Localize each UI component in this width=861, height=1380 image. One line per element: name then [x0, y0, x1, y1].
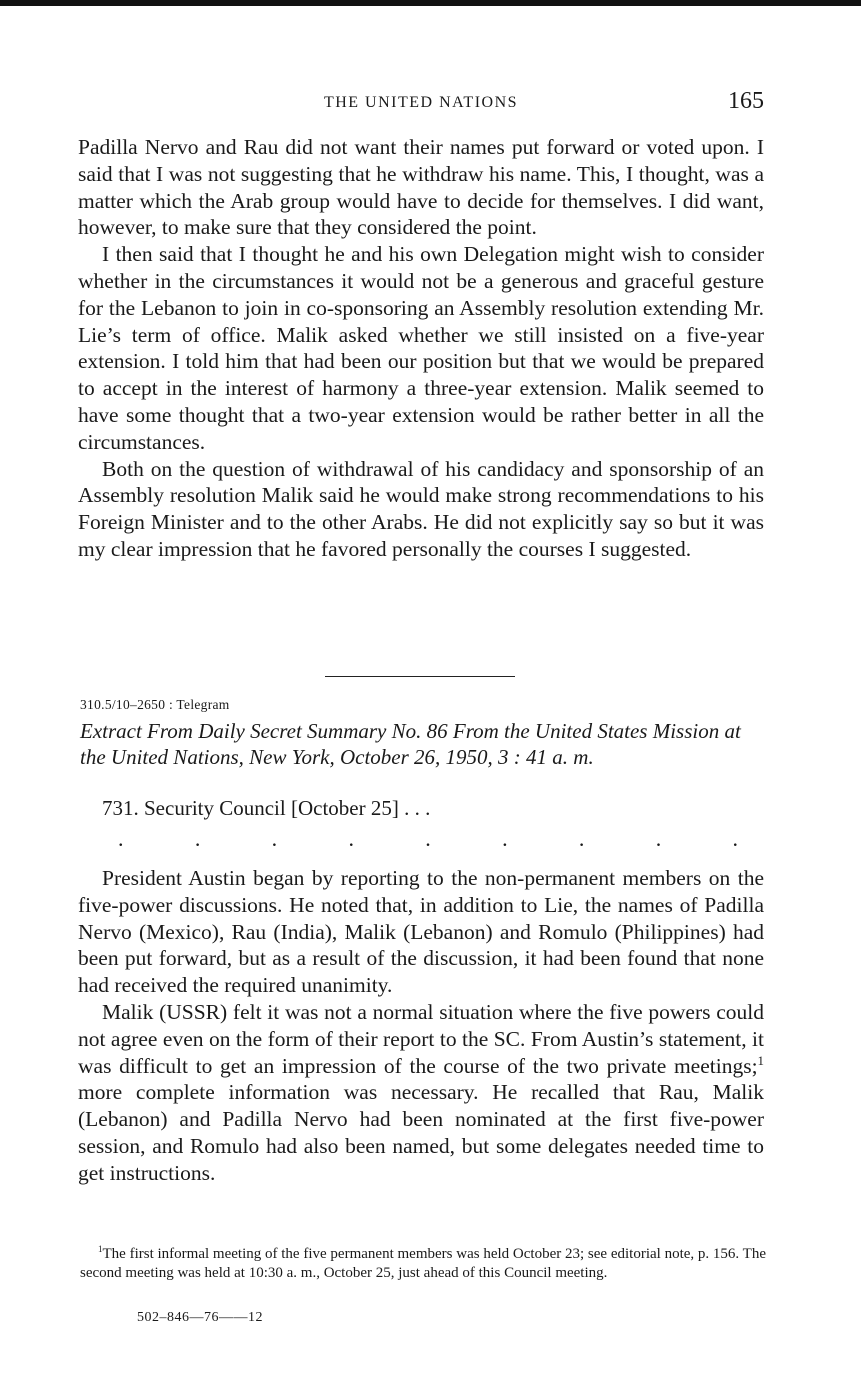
omission-dot: . — [502, 826, 508, 851]
running-head: THE UNITED NATIONS — [323, 94, 519, 111]
page-number: 165 — [728, 88, 764, 114]
page-header — [78, 88, 764, 118]
footnote-text: The first informal meeting of the five permanent members was held October 23; see editorial note, p. 156. The second meeting was held at 10:30 a. m., October 25, just ahead of this Council meeting. — [80, 1246, 766, 1281]
omission-dot: . — [271, 826, 278, 851]
print-code: 502–846—76——12 — [137, 1310, 263, 1325]
paragraph-text: Malik (USSR) felt it was not a normal situation where the five powers could not agree even on the form of their report to the SC. From Austin’s statement, it was difficult to get an impression of the course of the two private meetings; — [78, 999, 764, 1078]
footnote — [80, 1245, 766, 1282]
footnote-reference: 1 — [757, 1053, 764, 1068]
omission-dots — [118, 826, 738, 852]
paragraph: Padilla Nervo and Rau did not want their names put forward or voted upon. I said that I was not suggesting that he withdraw his name. This, I thought, was a matter which the Arab group would have to decide for themselves. I did want, however, to make sure that they considered the point. — [78, 135, 764, 240]
omission-dot: . — [425, 826, 431, 851]
section-heading: 731. Security Council [October 25] . . . — [102, 796, 431, 820]
document-title: Extract From Daily Secret Summary No. 86 From the United States Mission at the United Nations, New York, October 26, 1950, 3 : 41 a. m. — [80, 719, 741, 769]
footnote-marker: 1 — [98, 1244, 103, 1254]
memo-continuation — [78, 134, 764, 563]
omission-dot: . — [655, 826, 662, 851]
paragraph: I then said that I thought he and his own Delegation might wish to consider whether in the circumstances it would not be a generous and graceful gesture for the Lebanon to join in co-sponsoring an Assembly resolution extending Mr. Lie’s term of office. Malik asked whether we still insisted on a five-year extension. I told him that had been our position but that we would be prepared to accept in the interest of harmony a three-year extension. Malik seemed to have some thought that a two-year extension would be rather better in all the circumstances. — [78, 242, 764, 454]
paragraph-text: more complete information was necessary. He recalled that Rau, Malik (Lebanon) and Padilla Nervo had been nominated at the first five-power session, and Romulo had also been named, but some delegates needed time to get instructions. — [78, 1080, 764, 1185]
paragraph — [78, 999, 764, 1187]
telegram-body — [78, 865, 764, 1187]
paragraph: Both on the question of withdrawal of his candidacy and sponsorship of an Assembly resolution Malik said he would make strong recommendations to his Foreign Minister and to the other Arabs. He did not explicitly say so but it was my clear impression that he favored personally the courses I suggested. — [78, 456, 764, 561]
omission-dot: . — [578, 826, 585, 851]
omission-dot: . — [732, 826, 738, 851]
paragraph: President Austin began by reporting to the non-permanent members on the five-power discussions. He noted that, in addition to Lie, the names of Padilla Nervo (Mexico), Rau (India), Malik (Lebanon) and Romulo (Philippines) had been put forward, but as a result of the discussion, it had been found that none had received the required unanimity. — [78, 866, 764, 998]
document-reference: 310.5/10–2650 : Telegram — [80, 697, 230, 712]
section-divider — [325, 676, 515, 677]
page-top-border — [0, 0, 861, 6]
omission-dot: . — [194, 826, 201, 851]
omission-dot: . — [118, 826, 124, 851]
omission-dot: . — [348, 826, 354, 851]
